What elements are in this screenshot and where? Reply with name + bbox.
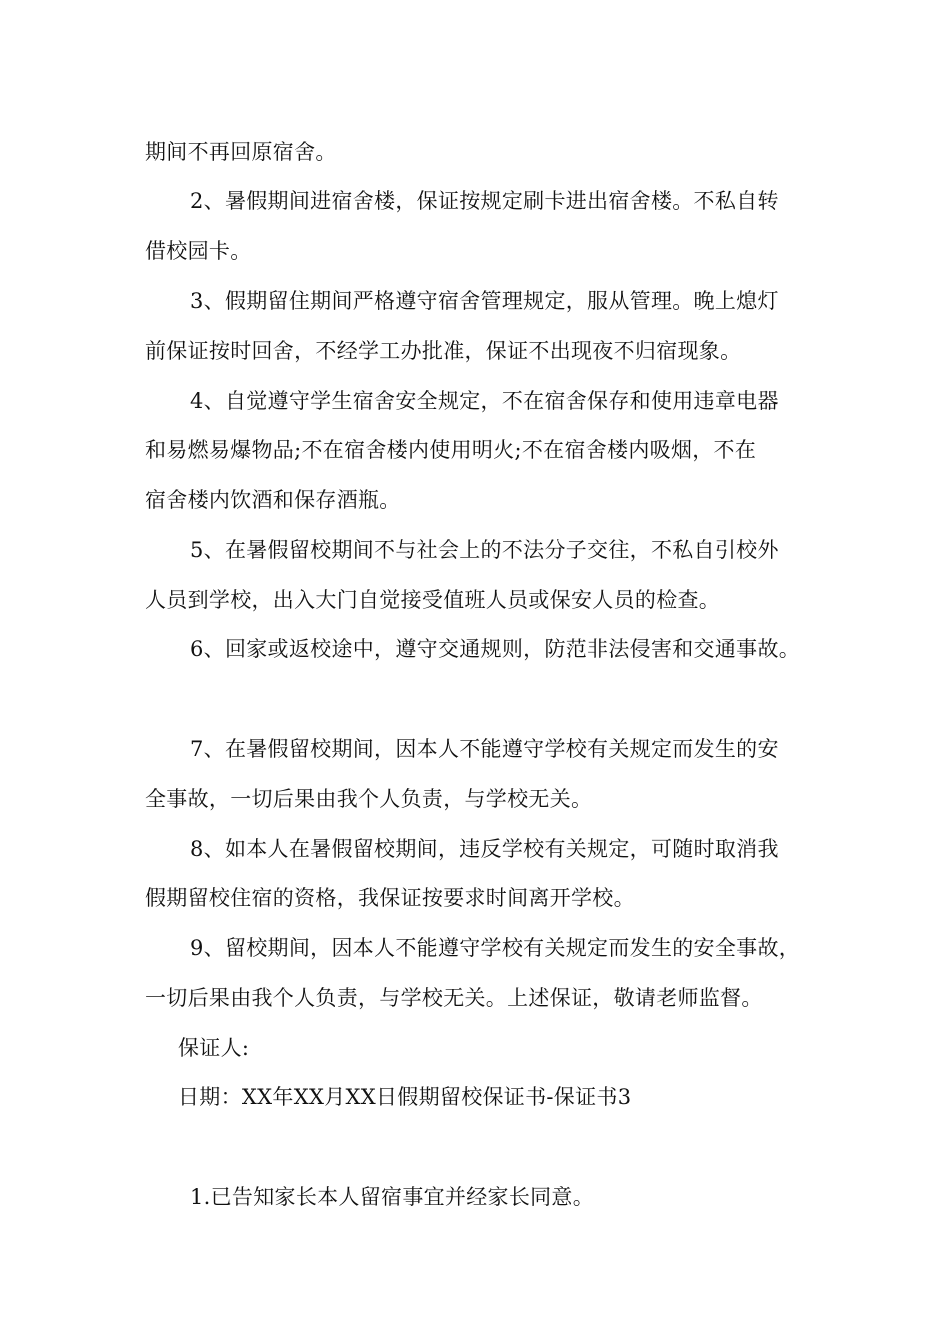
text-line: 8、如本人在暑假留校期间，违反学校有关规定，可随时取消我 [190,837,779,861]
text-line: 宿舍楼内饮酒和保存酒瓶。 [145,488,401,512]
date-line: 日期：XX年XX月XX日假期留校保证书-保证书3 [178,1085,632,1109]
text-line: 借校园卡。 [145,239,252,263]
text-line: 前保证按时回舍，不经学工办批准，保证不出现夜不归宿现象。 [145,339,742,363]
text-line: 5、在暑假留校期间不与社会上的不法分子交往，不私自引校外 [190,538,779,562]
text-line: 人员到学校，出入大门自觉接受值班人员或保安人员的检查。 [145,588,721,612]
text-line: 9、留校期间，因本人不能遵守学校有关规定而发生的安全事故， [190,936,801,960]
text-line: 全事故，一切后果由我个人负责，与学校无关。 [145,787,593,811]
text-line: 7、在暑假留校期间，因本人不能遵守学校有关规定而发生的安 [190,737,779,761]
text-line: 6、回家或返校途中，遵守交通规则，防范非法侵害和交通事故。 [190,637,801,661]
text-line: 1.已告知家长本人留宿事宜并经家长同意。 [190,1185,595,1209]
text-line: 3、假期留住期间严格遵守宿舍管理规定，服从管理。晚上熄灯 [190,289,779,313]
text-line: 4、自觉遵守学生宿舍安全规定，不在宿舍保存和使用违章电器 [190,389,779,413]
text-line: 和易燃易爆物品;不在宿舍楼内使用明火;不在宿舍楼内吸烟，不在 [145,438,757,462]
text-line: 期间不再回原宿舍。 [145,140,337,164]
signer-label: 保证人: [178,1036,250,1060]
text-line: 一切后果由我个人负责，与学校无关。上述保证，敬请老师监督。 [145,986,763,1010]
text-line: 假期留校住宿的资格，我保证按要求时间离开学校。 [145,886,635,910]
text-line: 2、暑假期间进宿舍楼，保证按规定刷卡进出宿舍楼。不私自转 [190,189,779,213]
